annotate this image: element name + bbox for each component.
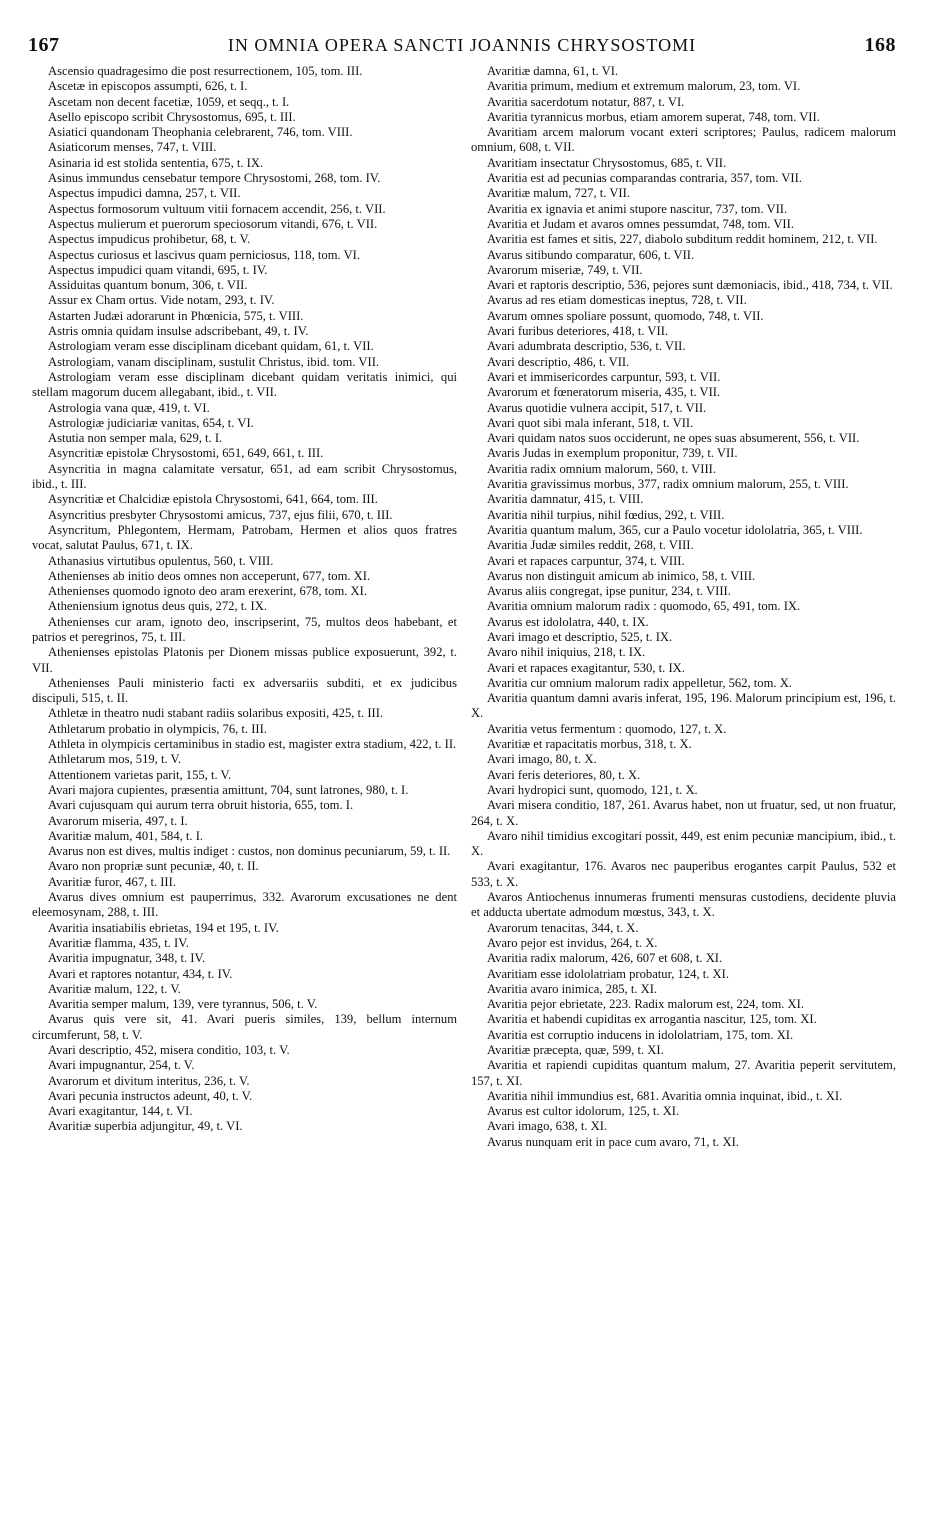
- index-entry: Avari hydropici sunt, quomodo, 121, t. X.: [487, 782, 698, 797]
- index-entry: Avari misera conditio, 187, 261. Avarus habet, non ut fruatur, sed, ut non fruatur, 264, t. X.: [471, 798, 896, 828]
- running-title: IN OMNIA OPERA SANCTI JOANNIS CHRYSOSTOMI: [227, 35, 697, 55]
- index-entry: Avaritia est corruptio inducens in idololatriam, 175, tom. XI.: [487, 1027, 794, 1042]
- index-entry: Avarus nunquam erit in pace cum avaro, 71, t. XI.: [487, 1134, 739, 1149]
- index-entry: Asyncritiæ et Chalcidiæ epistola Chrysostomi, 641, 664, tom. III.: [48, 492, 378, 507]
- index-entry: Avarus ad res etiam domesticas ineptus, 728, t. VII.: [487, 293, 747, 308]
- index-entry: Avaritiæ furor, 467, t. III.: [48, 874, 176, 889]
- index-entry: Avari exagitantur, 144, t. VI.: [48, 1104, 193, 1119]
- index-entry: Avarorum tenacitas, 344, t. X.: [487, 920, 639, 935]
- index-entry: Avaritia tyrannicus morbus, etiam amorem superat, 748, tom. VII.: [487, 109, 820, 124]
- index-entry: Avari adumbrata descriptio, 536, t. VII.: [487, 339, 686, 354]
- index-entry: Avaritia quantum malum, 365, cur a Paulo vocetur idololatria, 365, t. VIII.: [487, 522, 863, 537]
- index-entry: Asinus immundus censebatur tempore Chrysostomi, 268, tom. IV.: [48, 171, 381, 186]
- index-entry: Avaritia radix malorum, 426, 607 et 608, t. XI.: [487, 951, 723, 966]
- left-column: [32, 64, 457, 1526]
- index-entry: Avaritia nihil turpius, nihil fœdius, 292, t. VIII.: [487, 507, 725, 522]
- index-entry: Astrologiam veram esse disciplinam dicebant quidam veritatis inimici, qui stellam magorum ducem allegabant, ibid., t. VII.: [32, 369, 457, 400]
- index-entry: Astarten Judæi adorarunt in Phœnicia, 575, t. VIII.: [48, 308, 304, 323]
- index-entry: Avari quot sibi mala inferant, 518, t. VII.: [487, 415, 694, 430]
- index-entry: Avarus non distinguit amicum ab inimico, 58, t. VIII.: [487, 568, 756, 583]
- page-header: [28, 34, 896, 62]
- index-entry: Athleta in olympicis certaminibus in stadio est, magister extra stadium, 422, t. II.: [48, 737, 457, 752]
- index-entry: Avaritiæ flamma, 435, t. IV.: [48, 935, 189, 950]
- index-entry: Aspectus impudici quam vitandi, 695, t. IV.: [48, 262, 268, 277]
- index-entry: Aspectus impudicus prohibetur, 68, t. V.: [48, 232, 251, 247]
- index-entry: Athenienses Pauli ministerio facti ex adversariis subditi, et ex judicibus discipuli, 515, t. II.: [32, 675, 457, 706]
- index-entry: Avaritia damnatur, 415, t. VIII.: [487, 492, 644, 507]
- index-entry: Avaritia sacerdotum notatur, 887, t. VI.: [487, 94, 685, 109]
- index-entry: Avaritiæ et rapacitatis morbus, 318, t. X.: [487, 737, 692, 752]
- index-entry: Avaritia pejor ebrietate, 223. Radix malorum est, 224, tom. XI.: [487, 997, 804, 1012]
- index-entry: Avari et rapaces carpuntur, 374, t. VIII.: [487, 553, 685, 568]
- index-entry: Avari exagitantur, 176. Avaros nec pauperibus erogantes carpit Paulus, 532 et 533, t. X.: [471, 859, 896, 889]
- index-entry: Avaritiæ malum, 401, 584, t. I.: [48, 828, 204, 843]
- index-entry: Avaritia vetus fermentum : quomodo, 127, t. X.: [487, 721, 727, 736]
- index-entry: Avarus sitibundo comparatur, 606, t. VII.: [487, 247, 695, 262]
- index-entry: Avaritia radix omnium malorum, 560, t. VIII.: [487, 461, 716, 476]
- index-entry: Avari impugnantur, 254, t. V.: [48, 1058, 195, 1073]
- index-entry: Avarorum miseria, 497, t. I.: [48, 813, 188, 828]
- index-entry: Avaritia cur omnium malorum radix appelletur, 562, tom. X.: [487, 675, 792, 690]
- index-entry: Attentionem varietas parit, 155, t. V.: [48, 767, 232, 782]
- index-entry: Avaritiæ superbia adjungitur, 49, t. VI.: [48, 1119, 243, 1134]
- index-entry: Astutia non semper mala, 629, t. I.: [48, 431, 223, 446]
- index-entry: Asyncritum, Phlegontem, Hermam, Patrobam, Hermen et alios quos fratres vocat, salutat Paulus, 671, t. IX.: [32, 522, 457, 553]
- index-entry: Athenienses epistolas Platonis per Dionem missas publice exposuerunt, 392, t. VII.: [32, 645, 457, 675]
- index-entry: Avari imago et descriptio, 525, t. IX.: [487, 629, 673, 644]
- index-entry: Avari majora cupientes, præsentia amittunt, 704, sunt latrones, 980, t. I.: [48, 782, 409, 797]
- index-entry: Avaritia impugnatur, 348, t. IV.: [48, 951, 206, 966]
- index-entry: Avaritia ex ignavia et animi stupore nascitur, 737, tom. VII.: [487, 201, 788, 216]
- index-entry: Asiatici quandonam Theophania celebrarent, 746, tom. VIII.: [48, 125, 353, 140]
- index-entry: Avaritia quantum damni avaris inferat, 195, 196. Malorum principium est, 196, t. X.: [471, 691, 896, 721]
- index-entry: Aspectus impudici damna, 257, t. VII.: [48, 186, 241, 201]
- index-entry: Ascensio quadragesimo die post resurrectionem, 105, tom. III.: [48, 64, 363, 78]
- page-number-right: 168: [864, 34, 896, 56]
- right-column: [471, 64, 896, 1526]
- index-entry: Avarus quotidie vulnera accipit, 517, t. VII.: [487, 400, 707, 415]
- index-entry: Avari cujusquam qui aurum terra obruit historia, 655, tom. I.: [48, 798, 354, 813]
- index-entry: Asyncritiæ epistolæ Chrysostomi, 651, 649, 661, t. III.: [48, 446, 324, 461]
- index-entry: Athenienses ab initio deos omnes non acceperunt, 677, tom. XI.: [48, 568, 371, 583]
- index-entry: Avarorum et fœneratorum miseria, 435, t. VII.: [487, 385, 721, 400]
- index-entry: Avaritiæ damna, 61, t. VI.: [487, 64, 619, 78]
- index-entry: Avaritia omnium malorum radix : quomodo, 65, 491, tom. IX.: [487, 599, 801, 614]
- index-entry: Avaritia et rapiendi cupiditas quantum malum, 27. Avaritia peperit servitutem, 157, t. XI.: [471, 1058, 896, 1088]
- index-entry: Avaritia est ad pecunias comparandas contraria, 357, tom. VII.: [487, 171, 802, 186]
- index-entry: Astrologiæ judiciariæ vanitas, 654, t. VI.: [48, 415, 254, 430]
- index-entry: Avaro nihil iniquius, 218, t. IX.: [487, 645, 646, 660]
- index-entry: Athletarum probatio in olympicis, 76, t. III.: [48, 721, 267, 736]
- index-entry: Avari pecunia instructos adeunt, 40, t. V.: [48, 1088, 253, 1103]
- index-entry: Assiduitas quantum bonum, 306, t. VII.: [48, 278, 248, 293]
- index-entry: Avari et rapaces exagitantur, 530, t. IX.: [487, 660, 685, 675]
- index-entry: Avaritia et Judam et avaros omnes pessumdat, 748, tom. VII.: [487, 216, 794, 231]
- index-entry: Asyncritia in magna calamitate versatur, 651, ad eam scribit Chrysostomus, ibid., t. III.: [32, 461, 457, 492]
- page-number-left: 167: [28, 34, 60, 56]
- index-entry: Avari et immisericordes carpuntur, 593, t. VII.: [487, 369, 721, 384]
- index-entry: Avari et raptores notantur, 434, t. IV.: [48, 966, 233, 981]
- index-entry: Avaritiæ præcepta, quæ, 599, t. XI.: [487, 1043, 664, 1057]
- index-entry: Avaritia primum, medium et extremum malorum, 23, tom. VI.: [487, 79, 801, 94]
- index-entry: Avarus aliis congregat, ipse punitur, 234, t. VIII.: [487, 584, 731, 599]
- index-entry: Athanasius virtutibus opulentus, 560, t. VIII.: [48, 553, 274, 568]
- index-entry: Avaro pejor est invidus, 264, t. X.: [487, 935, 658, 950]
- index-entry: Athenienses quomodo ignoto deo aram erexerint, 678, tom. XI.: [48, 584, 367, 599]
- index-entry: Avarus dives omnium est pauperrimus, 332. Avarorum excusationes ne dent eleemosynam, 288, t. III.: [32, 890, 457, 920]
- index-entry: Avaritiæ malum, 122, t. V.: [48, 981, 181, 996]
- index-entry: Avaritia semper malum, 139, vere tyrannus, 506, t. V.: [48, 997, 318, 1012]
- index-entry: Avaritia Judæ similes reddit, 268, t. VIII.: [487, 538, 694, 553]
- index-entry: Avarus est cultor idolorum, 125, t. XI.: [487, 1104, 680, 1119]
- index-entry: Aspectus curiosus et lascivus quam perniciosus, 118, tom. VI.: [48, 247, 361, 262]
- index-entry: Avarus non est dives, multis indiget : custos, non dominus pecuniarum, 59, t. II.: [48, 844, 451, 859]
- index-entry: Asiaticorum menses, 747, t. VIII.: [48, 140, 217, 155]
- index-entry: Avarus est idololatra, 440, t. IX.: [487, 614, 649, 629]
- index-entry: Asinaria id est stolida sententia, 675, t. IX.: [48, 155, 264, 170]
- index-entry: Avaritia insatiabilis ebrietas, 194 et 195, t. IV.: [48, 920, 279, 935]
- index-entry: Astrologiam, vanam disciplinam, sustulit Christus, ibid. tom. VII.: [48, 354, 380, 369]
- index-entry: Avari feris deteriores, 80, t. X.: [487, 767, 641, 782]
- index-entry: Athletæ in theatro nudi stabant radiis solaribus expositi, 425, t. III.: [48, 706, 384, 721]
- index-entry: Ascetæ in episcopos assumpti, 626, t. I.: [48, 79, 248, 94]
- index-entry: Avari et raptoris descriptio, 536, pejores sunt dæmoniacis, ibid., 418, 734, t. VII.: [487, 278, 893, 293]
- index-entry: Avaritia gravissimus morbus, 377, radix omnium malorum, 255, t. VIII.: [487, 477, 849, 492]
- index-entry: Athletarum mos, 519, t. V.: [48, 752, 182, 767]
- index-entry: Astrologiam veram esse disciplinam dicebant quidam, 61, t. VII.: [48, 339, 374, 354]
- index-entry: Avaritia est fames et sitis, 227, diabolo subditum reddit hominem, 212, t. VII.: [487, 232, 878, 247]
- index-entry: Avaros Antiochenus innumeras frumenti mensuras custodiens, decidente pluvia et adducta ubertate admodum mœstus, 343, t. X.: [471, 890, 896, 920]
- index-entry: Avaritiam esse idololatriam probatur, 124, t. XI.: [487, 966, 729, 981]
- index-entry: Assur ex Cham ortus. Vide notam, 293, t. IV.: [48, 293, 275, 308]
- index-entry: Avarus quis vere sit, 41. Avari pueris similes, 139, bellum internum circumferunt, 58, t. V.: [32, 1012, 457, 1042]
- index-entry: Avarum omnes spoliare possunt, quomodo, 748, t. VII.: [487, 308, 764, 323]
- index-entry: Avaritiam insectatur Chrysostomus, 685, t. VII.: [487, 155, 727, 170]
- index-entry: Ascetam non decent facetiæ, 1059, et seqq., t. I.: [48, 94, 290, 109]
- index-entry: Avarorum et divitum interitus, 236, t. V.: [48, 1073, 250, 1088]
- index-entry: Avari descriptio, 452, misera conditio, 103, t. V.: [48, 1043, 290, 1057]
- index-entry: Aspectus mulierum et puerorum speciosorum vitandi, 676, t. VII.: [48, 216, 378, 231]
- index-entry: Avari furibus deteriores, 418, t. VII.: [487, 324, 669, 339]
- index-entry: Atheniensium ignotus deus quis, 272, t. IX.: [48, 599, 267, 614]
- index-entry: Avaritiæ malum, 727, t. VII.: [487, 186, 630, 201]
- index-columns: [32, 64, 896, 1526]
- index-entry: Avari descriptio, 486, t. VII.: [487, 354, 630, 369]
- index-entry: Avari imago, 638, t. XI.: [487, 1119, 608, 1134]
- index-entry: Aspectus formosorum vultuum vitii fornacem accendit, 256, t. VII.: [48, 201, 386, 216]
- index-entry: Avari imago, 80, t. X.: [487, 752, 597, 767]
- index-entry: Avaritia avaro inimica, 285, t. XI.: [487, 981, 658, 996]
- index-entry: Avaritiam arcem malorum vocant exteri scriptores; Paulus, radicem malorum omnium, 608, t. VII.: [471, 125, 896, 155]
- index-entry: Avarorum miseriæ, 749, t. VII.: [487, 262, 643, 277]
- index-entry: Avari quidam natos suos occiderunt, ne opes suas absumerent, 556, t. VII.: [487, 431, 860, 446]
- index-entry: Avaris Judas in exemplum proponitur, 739, t. VII.: [487, 446, 738, 461]
- index-entry: Asyncritius presbyter Chrysostomi amicus, 737, ejus filii, 670, t. III.: [48, 507, 393, 522]
- index-entry: Asello episcopo scribit Chrysostomus, 695, t. III.: [48, 109, 296, 124]
- index-entry: Avaro nihil timidius excogitari possit, 449, est enim pecuniæ mancipium, ibid., t. X.: [471, 828, 896, 859]
- index-entry: Astris omnia quidam insulse adscribebant, 49, t. IV.: [48, 324, 309, 339]
- index-entry: Athenienses cur aram, ignoto deo, inscripserint, 75, multos deos habebant, et patrios et peregrinos, 75, t. III.: [32, 614, 457, 644]
- index-entry: Avaritia nihil immundius est, 681. Avaritia omnia inquinat, ibid., t. XI.: [487, 1088, 843, 1103]
- index-entry: Avaro non propriæ sunt pecuniæ, 40, t. II.: [48, 859, 259, 874]
- index-entry: Avaritia et habendi cupiditas ex arrogantia nascitur, 125, tom. XI.: [487, 1012, 817, 1027]
- index-entry: Astrologia vana quæ, 419, t. VI.: [48, 400, 210, 415]
